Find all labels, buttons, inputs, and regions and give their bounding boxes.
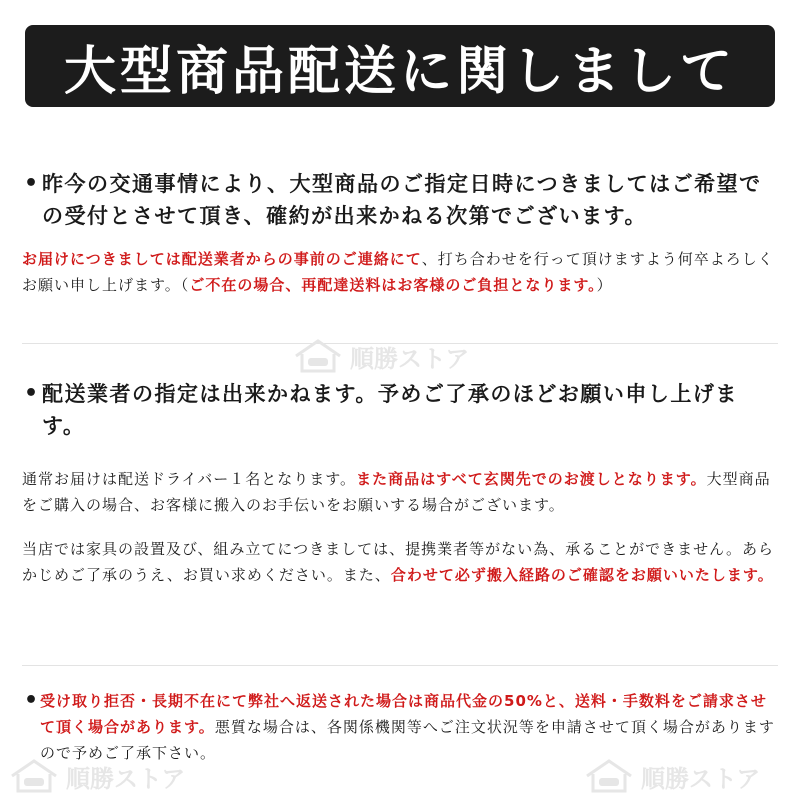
bullet-paragraph-row bbox=[22, 688, 778, 766]
body-text: 当店では家具の設置及び、組み立てにつきましては、提携業者等がない為、承ることができません。あらかじめご了承のうえ、お買い求めください。また、 bbox=[22, 540, 775, 584]
bullet-dot: • bbox=[23, 688, 39, 713]
bullet-dot: • bbox=[23, 381, 39, 406]
highlight-text: お届けにつきましては配送業者からの事前のご連絡にて bbox=[22, 250, 422, 268]
section-paragraph bbox=[40, 688, 778, 766]
section-heading: 配送業者の指定は出来かねます。予めご了承のほどお願い申し上げます。 bbox=[42, 382, 738, 438]
bullet-heading-row bbox=[22, 378, 778, 442]
watermark-text: 順勝ストア bbox=[66, 764, 186, 793]
bullet-dot: • bbox=[23, 171, 39, 196]
highlight-text: ご不在の場合、再配達送料はお客様のご負担となります。 bbox=[189, 276, 597, 294]
divider bbox=[22, 665, 778, 666]
section-return-policy bbox=[22, 688, 778, 766]
body-text: 大型商品をご購入の場合、お客様に搬入のお手伝いをお願いする場合がございます。 bbox=[22, 470, 771, 514]
body-text: 悪質な場合は、各関係機関等へご注文状況等を申請させて頂く場合がありますので予めご了承下さい。 bbox=[40, 718, 775, 762]
bullet-heading-row bbox=[22, 168, 778, 232]
highlight-text: また商品はすべて玄関先でのお渡しとなります。 bbox=[356, 470, 707, 488]
section-delivery-date bbox=[22, 168, 778, 298]
section-heading: 昨今の交通事情により、大型商品のご指定日時につきましてはご希望での受付とさせて頂き、確約が出来かねる次第でございます。 bbox=[42, 172, 762, 228]
body-text: 通常お届けは配送ドライバー１名となります。 bbox=[22, 470, 357, 488]
watermark-text: 順勝ストア bbox=[641, 764, 761, 793]
divider bbox=[22, 343, 778, 344]
section-carrier bbox=[22, 378, 778, 588]
body-text: 、打ち合わせを行って頂けますよう何卒よろしくお願い申し上げます。（ bbox=[22, 250, 774, 294]
body-text: ） bbox=[596, 276, 613, 294]
title-banner bbox=[25, 25, 775, 107]
watermark-text: 順勝ストア bbox=[350, 344, 470, 373]
section-paragraph bbox=[22, 466, 778, 518]
page-title: 大型商品配送に関しまして bbox=[63, 41, 736, 102]
section-paragraph bbox=[22, 246, 778, 298]
highlight-text: 受け取り拒否・長期不在にて弊社へ返送された場合は商品代金の50%と、送料・手数料をご請求させて頂く場合があります。 bbox=[40, 692, 767, 736]
section-paragraph bbox=[22, 536, 778, 588]
highlight-text: 合わせて必ず搬入経路のご確認をお願いいたします。 bbox=[390, 566, 774, 584]
